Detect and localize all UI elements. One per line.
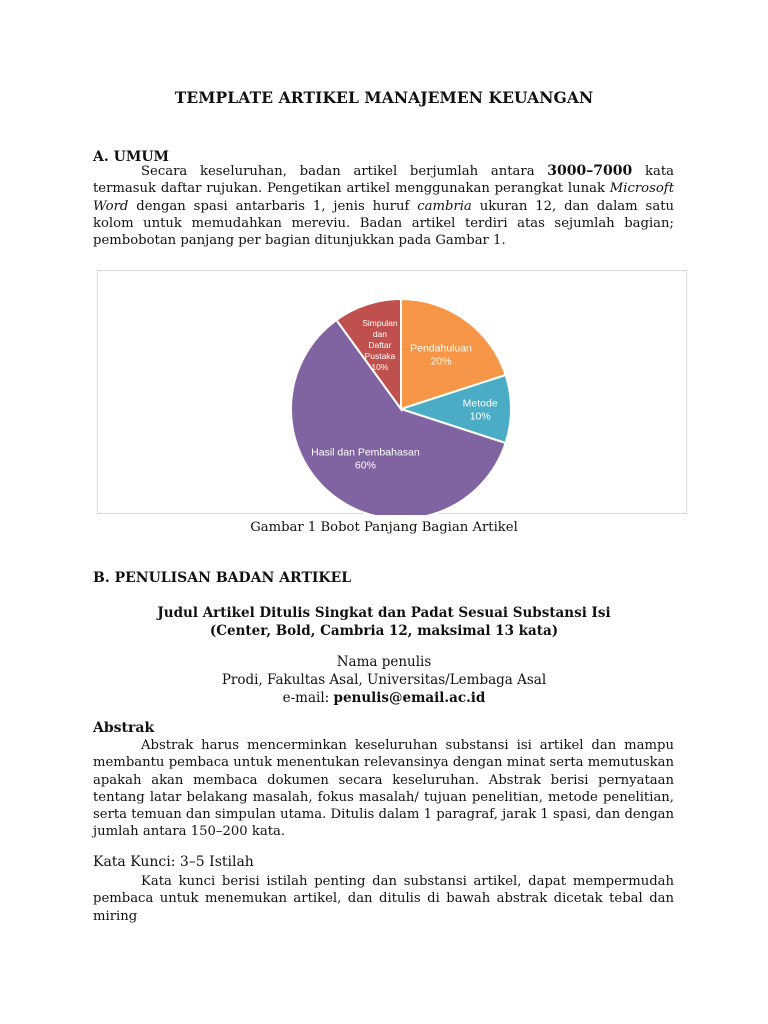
section-a-text-2: kata termasuk daftar rujukan. Pengetikan artikel menggunakan perangkat lunak [93, 164, 674, 197]
software-name: Microsoft Word [93, 181, 674, 214]
word-count-range: 3000–7000 [547, 163, 633, 179]
keywords-paragraph [93, 873, 674, 925]
abstract-heading: Abstrak [93, 720, 155, 736]
author-name: Nama penulis [336, 654, 432, 670]
pie-label-simpulan-dan-daftar-pustaka: Simpulan dan Daftar Pustaka 10% [362, 318, 398, 373]
abstract-text: Abstrak harus mencerminkan keseluruhan substansi isi artikel dan mampu membantu pembaca untuk menentukan relevansinya dengan minat serta memutuskan apakah akan membaca dokumen secara keseluruhan. Abstrak berisi pernyataan tentang latar belakang masalah, fokus masalah/ tujuan penelitian, metode penelitian, serta temuan dan simpulan utama. Ditulis dalam 1 paragraf, jarak 1 spasi, dan dengan jumlah antara 150–200 kata. [93, 738, 674, 840]
keywords-text: Kata kunci berisi istilah penting dan substansi artikel, dapat mempermudah pembaca untuk menemukan artikel, dan ditulis di bawah abstrak dicetak tebal dan miring [93, 874, 674, 924]
article-title-note: (Center, Bold, Cambria 12, maksimal 13 kata) [209, 623, 559, 639]
section-a-paragraph [93, 163, 674, 249]
pie-label-metode: Metode 10% [462, 397, 498, 423]
section-a-text-4: ukuran 12, dan dalam satu kolom untuk memudahkan mereviu. Badan artikel terdiri atas sejumlah bagian; pembobotan panjang per bagian ditunjukkan pada Gambar 1. [93, 198, 674, 249]
email-label: e-mail: [282, 690, 334, 706]
pie-label-pendahuluan: Pendahuluan 20% [410, 342, 473, 368]
article-title-block [0, 604, 768, 640]
author-block [0, 653, 768, 707]
section-a-heading: A. UMUM [93, 149, 170, 165]
email-address: penulis@email.ac.id [333, 690, 486, 706]
author-affiliation: Prodi, Fakultas Asal, Universitas/Lembaga Asal [221, 672, 547, 688]
author-email-line [0, 689, 768, 707]
article-title: Judul Artikel Ditulis Singkat dan Padat Sesuai Substansi Isi [157, 605, 611, 621]
pie-chart-frame [97, 270, 687, 514]
section-a-text-1: Secara keseluruhan, badan artikel berjumlah antara [141, 164, 548, 179]
keywords-heading: Kata Kunci: 3–5 Istilah [93, 854, 254, 870]
section-a-text-3: dengan spasi antarbaris 1, jenis huruf [128, 198, 418, 214]
pie-label-hasil-dan-pembahasan: Hasil dan Pembahasan 60% [311, 446, 420, 472]
pie-chart [98, 271, 688, 515]
abstract-paragraph [93, 737, 674, 841]
document-title: TEMPLATE ARTIKEL MANAJEMEN KEUANGAN [174, 88, 594, 107]
section-b-heading: B. PENULISAN BADAN ARTIKEL [93, 570, 352, 586]
figure-caption: Gambar 1 Bobot Panjang Bagian Artikel [250, 520, 518, 535]
font-name: cambria [417, 198, 472, 214]
